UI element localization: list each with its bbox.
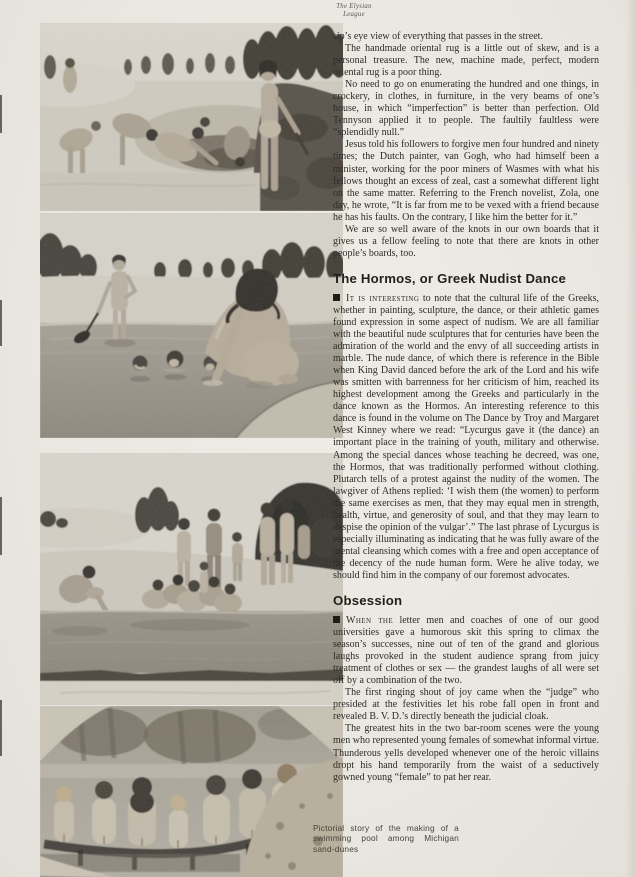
photo-wading-with-children — [40, 213, 343, 438]
running-header-line2: League — [343, 11, 365, 18]
hormos-paragraph — [333, 293, 599, 582]
scan-edge-mark — [0, 497, 2, 555]
photo-children-on-the-plank — [40, 706, 343, 877]
photo-group-at-the-bank — [40, 453, 343, 705]
scan-edge-mark — [0, 700, 2, 756]
intro-paragraph: sip’s eye view of everything that passes in the street. — [333, 31, 543, 42]
scan-edge-mark — [0, 300, 2, 346]
running-header-line1: The Elysian — [336, 3, 372, 10]
intro-paragraph: We are so well aware of the knots in our own boards that it gives us a fellow feeling to note that there are knots in other people’s boards, too. — [333, 223, 599, 259]
article-column — [333, 31, 599, 784]
page-right-shade — [626, 0, 635, 877]
hormos-body: to note that the cultural life of the Greeks, whether in painting, sculpture, the dance, or their athletic games found expression in some aspect of nudism. We are all familiar with the beautiful nude sculptures that for centuries have been the admiration of the world and the envy of all succeeding artists in marble. The nude dance, of which there is reference in the Bible when King David danced before the ark of the Lord and his wife was smitten with barrenness for her criticism of him, reached its highest development among the Greeks and particularly in the dance known as the Hormos. An interesting reference to this dance is found in the volume on The Dance by Troy and Margaret West Kinney where we read: “Lycurgus gave it (the dance) an important place in the training of youth, military and otherwise. Among the special dances whose teaching he decreed, was one, the Hormos, that was traditionally performed without clothing. Plutarch tells of a protest against the nudity of the women. The lawgiver of Athens replied: ‘I wish them (the women) to perform the same exercises as men, that they may equal men in strength, health, virtue, and generosity of soul, and that they may learn to despise the opinion of the vulgar’.” The last phrase of Lycurgus is especially illuminating as indicating that he was fully aware of the mental cleansing which comes with a free and open acceptance of the decency of the nude human form. Were he alive today, we should find him in the company of our foremost advocates. — [333, 292, 600, 581]
section-heading-obsession: Obsession — [333, 593, 403, 609]
section-heading-hormos: The Hormos, or Greek Nudist Dance — [333, 270, 567, 286]
photo-series-caption: Pictorial story of the making of a swimming pool among Michigan sand-dunes — [313, 823, 459, 854]
square-bullet-icon — [333, 616, 340, 623]
running-header — [312, 3, 396, 19]
intro-paragraph: No need to go on enumerating the hundred and one things, in crockery, in clothes, in furniture, in the very beams of one’s house, in which “imperfection” is better than perfection. Old Tennyson applied it to people. The faultily faultless were “splendidly null.” — [333, 79, 599, 139]
photo-digging-illustration — [40, 23, 343, 211]
photo-group-illustration — [40, 453, 343, 705]
obsession-paragraph — [333, 615, 599, 687]
square-bullet-icon — [333, 294, 340, 301]
obsession-paragraph: The first ringing shout of joy came when the “judge” who presided at the festivities let his robe fall open in front and revealed B. V. D.’s directly beneath the judicial cloak. — [333, 687, 599, 723]
hormos-lead-in: It is interesting — [346, 292, 420, 304]
photo-digging-the-pool — [40, 23, 343, 211]
photo-wading-illustration — [40, 213, 343, 438]
scan-edge-mark — [0, 95, 2, 133]
obsession-paragraph: The greatest hits in the two bar-room scenes were the young men who represented young females of somewhat informal virtue. Thunderous yells developed whenever one of the heroic villains dropt his hand temporarily from the waist of a seductively gowned young “female” to pat her rear. — [333, 723, 599, 783]
obsession-body: letter men and coaches of one of our good universities gave a humorous skit this spring to climax the season’s successes, nine out of ten of the grand and glorious laughs provoked in the student audience sprang from juicy treatment of clothes or sex — the grandest laughs of all were set off by a combination of the two. — [333, 615, 600, 687]
obsession-lead-in: When the — [346, 615, 394, 627]
photo-plank-illustration — [40, 706, 343, 877]
intro-paragraph: The handmade oriental rug is a little out of skew, and is a personal treasure. The new, machine made, perfect, modern oriental rug is a poor thing. — [333, 43, 599, 79]
intro-paragraph: Jesus told his followers to forgive men four hundred and ninety times; the Dutch painter, van Gogh, who had himself been a minister, working for the poor miners of Wasmes with what his fellows thought an excess of zeal, cast a somewhat different light on the same matter. Referring to the French novelist, Zola, one day, he wrote, “It is far from me to be vexed with a friend because he has his faults. On the contrary, I like him the better for it.” — [333, 139, 599, 223]
